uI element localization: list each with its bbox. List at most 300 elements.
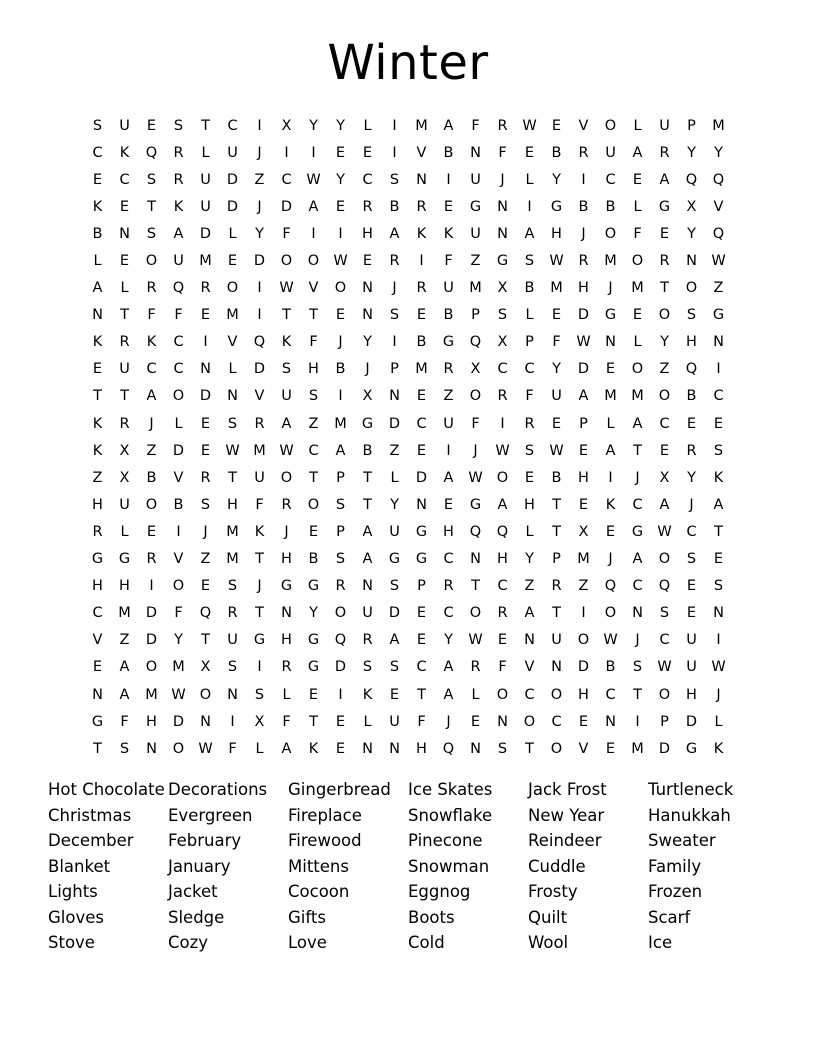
grid-letter: L bbox=[633, 334, 642, 351]
grid-letter: C bbox=[551, 713, 562, 730]
grid-letter: K bbox=[146, 334, 157, 351]
grid-letter: R bbox=[416, 280, 427, 297]
grid-row bbox=[84, 708, 732, 735]
grid-letter: Y bbox=[552, 361, 561, 378]
grid-letter: S bbox=[227, 578, 238, 595]
grid-letter: I bbox=[338, 225, 343, 242]
grid-letter: I bbox=[257, 659, 262, 676]
grid-letter: O bbox=[604, 225, 617, 242]
grid-letter: N bbox=[227, 388, 238, 405]
grid-letter: V bbox=[308, 280, 319, 297]
grid-letter: N bbox=[227, 686, 238, 703]
grid-letter: X bbox=[497, 280, 508, 297]
grid-letter: P bbox=[579, 415, 588, 432]
grid-letter: X bbox=[578, 523, 589, 540]
grid-letter: T bbox=[633, 686, 642, 703]
grid-row bbox=[84, 573, 732, 600]
grid-letter: P bbox=[417, 578, 426, 595]
grid-letter: E bbox=[362, 253, 373, 270]
grid-letter: U bbox=[443, 415, 454, 432]
grid-letter: I bbox=[527, 198, 532, 215]
grid-letter: L bbox=[120, 523, 129, 540]
grid-letter: E bbox=[92, 361, 103, 378]
grid-letter: M bbox=[469, 280, 482, 297]
grid-letter: M bbox=[199, 253, 212, 270]
grid-letter: C bbox=[524, 686, 535, 703]
word-bank-item: Eggnog bbox=[408, 882, 471, 901]
grid-letter: E bbox=[335, 198, 346, 215]
grid-letter: R bbox=[659, 144, 670, 161]
grid-letter: E bbox=[416, 605, 427, 622]
grid-letter: O bbox=[307, 253, 320, 270]
word-bank-item: Turtleneck bbox=[648, 780, 734, 799]
grid-letter: Y bbox=[525, 551, 534, 568]
word-bank-item: Snowflake bbox=[408, 805, 493, 825]
grid-letter: C bbox=[605, 686, 616, 703]
grid-letter: F bbox=[120, 713, 129, 730]
grid-letter: B bbox=[524, 280, 535, 297]
grid-letter: A bbox=[281, 740, 292, 757]
grid-letter: O bbox=[145, 659, 158, 676]
grid-letter: S bbox=[497, 307, 508, 324]
grid-letter: U bbox=[605, 144, 616, 161]
grid-letter: A bbox=[389, 225, 400, 242]
grid-letter: U bbox=[200, 198, 211, 215]
grid-letter: U bbox=[227, 632, 238, 649]
grid-letter: S bbox=[713, 442, 724, 459]
grid-letter: I bbox=[311, 144, 316, 161]
grid-letter: A bbox=[524, 605, 535, 622]
word-bank-item: New Year bbox=[528, 805, 605, 825]
grid-row bbox=[84, 410, 732, 437]
grid-letter: I bbox=[500, 415, 505, 432]
grid-letter: A bbox=[362, 551, 373, 568]
grid-letter: W bbox=[657, 659, 672, 676]
grid-letter: M bbox=[604, 388, 617, 405]
grid-letter: H bbox=[578, 686, 589, 703]
word-bank-item: Cuddle bbox=[528, 856, 586, 876]
word-bank-row bbox=[48, 879, 788, 905]
grid-letter: X bbox=[362, 388, 373, 405]
grid-letter: I bbox=[392, 334, 397, 351]
grid-letter: O bbox=[658, 307, 671, 324]
grid-letter: L bbox=[282, 686, 291, 703]
grid-letter: Q bbox=[685, 171, 698, 188]
grid-letter: O bbox=[496, 686, 509, 703]
grid-letter: B bbox=[362, 442, 373, 459]
grid-letter: A bbox=[92, 280, 103, 297]
grid-letter: E bbox=[524, 469, 535, 486]
word-bank-item: Cold bbox=[408, 933, 445, 952]
grid-letter: O bbox=[226, 280, 239, 297]
grid-letter: Z bbox=[389, 442, 400, 459]
grid-letter: T bbox=[552, 605, 561, 622]
grid-letter: T bbox=[201, 117, 210, 134]
grid-letter: J bbox=[446, 713, 451, 730]
grid-letter: T bbox=[552, 496, 561, 513]
grid-letter: Q bbox=[172, 280, 185, 297]
grid-letter: H bbox=[578, 469, 589, 486]
grid-letter: E bbox=[119, 253, 130, 270]
grid-letter: E bbox=[551, 117, 562, 134]
grid-letter: L bbox=[390, 469, 399, 486]
grid-letter: X bbox=[470, 361, 481, 378]
grid-letter: G bbox=[442, 334, 455, 351]
grid-letter: R bbox=[281, 496, 292, 513]
grid-letter: T bbox=[201, 632, 210, 649]
grid-letter: A bbox=[443, 659, 454, 676]
grid-letter: M bbox=[415, 361, 428, 378]
grid-letter: I bbox=[419, 253, 424, 270]
grid-letter: A bbox=[335, 442, 346, 459]
grid-letter: E bbox=[308, 686, 319, 703]
grid-letter: R bbox=[578, 253, 589, 270]
grid-letter: T bbox=[120, 307, 129, 324]
grid-letter: S bbox=[146, 171, 157, 188]
grid-letter: O bbox=[145, 496, 158, 513]
word-bank-item: Fireplace bbox=[288, 805, 362, 825]
grid-letter: K bbox=[713, 740, 724, 757]
grid-letter: W bbox=[279, 280, 294, 297]
grid-letter: J bbox=[257, 198, 262, 215]
grid-letter: S bbox=[389, 578, 400, 595]
grid-letter: C bbox=[119, 171, 130, 188]
grid-letter: E bbox=[578, 713, 589, 730]
grid-letter: R bbox=[362, 632, 373, 649]
grid-letter: G bbox=[496, 253, 509, 270]
grid-letter: G bbox=[307, 659, 320, 676]
grid-letter: D bbox=[199, 225, 212, 242]
grid-letter: R bbox=[173, 144, 184, 161]
grid-row bbox=[84, 546, 732, 573]
grid-letter: F bbox=[282, 713, 291, 730]
grid-letter: O bbox=[658, 551, 671, 568]
grid-letter: G bbox=[91, 551, 104, 568]
grid-letter: N bbox=[497, 713, 508, 730]
grid-letter: R bbox=[443, 361, 454, 378]
grid-letter: W bbox=[333, 253, 348, 270]
grid-letter: V bbox=[713, 198, 724, 215]
grid-letter: I bbox=[149, 578, 154, 595]
grid-letter: B bbox=[416, 334, 427, 351]
grid-letter: A bbox=[308, 198, 319, 215]
grid-letter: L bbox=[363, 713, 372, 730]
grid-row bbox=[84, 356, 732, 383]
grid-letter: M bbox=[226, 523, 239, 540]
grid-letter: D bbox=[334, 659, 347, 676]
grid-row bbox=[84, 193, 732, 220]
grid-letter: I bbox=[284, 144, 289, 161]
grid-letter: N bbox=[200, 361, 211, 378]
grid-letter: Y bbox=[336, 171, 345, 188]
grid-letter: L bbox=[228, 361, 237, 378]
grid-letter: T bbox=[309, 307, 318, 324]
grid-letter: O bbox=[604, 117, 617, 134]
grid-letter: N bbox=[551, 659, 562, 676]
grid-letter: A bbox=[173, 225, 184, 242]
grid-letter: L bbox=[228, 225, 237, 242]
grid-letter: K bbox=[254, 523, 265, 540]
grid-letter: I bbox=[176, 523, 181, 540]
grid-letter: R bbox=[416, 198, 427, 215]
grid-letter: U bbox=[686, 632, 697, 649]
grid-letter: Z bbox=[659, 361, 670, 378]
grid-letter: G bbox=[307, 578, 320, 595]
grid-letter: A bbox=[119, 686, 130, 703]
grid-letter: E bbox=[605, 740, 616, 757]
grid-letter: A bbox=[713, 496, 724, 513]
grid-letter: H bbox=[92, 578, 103, 595]
grid-letter: Z bbox=[524, 578, 535, 595]
grid-letter: R bbox=[92, 523, 103, 540]
grid-letter: L bbox=[633, 198, 642, 215]
grid-letter: N bbox=[470, 144, 481, 161]
grid-letter: M bbox=[415, 117, 428, 134]
word-bank-item: Wool bbox=[528, 933, 569, 952]
word-bank-item: Sweater bbox=[648, 831, 716, 850]
grid-letter: R bbox=[659, 253, 670, 270]
grid-letter: G bbox=[118, 551, 131, 568]
grid-letter: S bbox=[686, 307, 697, 324]
grid-letter: N bbox=[281, 605, 292, 622]
grid-letter: X bbox=[659, 469, 670, 486]
grid-letter: T bbox=[660, 280, 669, 297]
grid-letter: N bbox=[605, 334, 616, 351]
grid-letter: R bbox=[686, 442, 697, 459]
grid-letter: S bbox=[173, 117, 184, 134]
word-bank-item: Gifts bbox=[288, 907, 326, 927]
grid-letter: J bbox=[392, 280, 397, 297]
grid-letter: E bbox=[146, 523, 157, 540]
grid-letter: E bbox=[200, 415, 211, 432]
grid-letter: C bbox=[146, 361, 157, 378]
word-bank-item: Boots bbox=[408, 907, 455, 927]
grid-letter: I bbox=[392, 144, 397, 161]
grid-letter: C bbox=[173, 334, 184, 351]
grid-letter: P bbox=[687, 117, 696, 134]
grid-letter: Z bbox=[308, 415, 319, 432]
grid-letter: B bbox=[92, 225, 103, 242]
grid-letter: F bbox=[498, 144, 507, 161]
grid-row bbox=[84, 491, 732, 518]
grid-letter: Z bbox=[254, 171, 265, 188]
word-bank-row bbox=[48, 905, 788, 931]
grid-letter: K bbox=[173, 198, 184, 215]
grid-letter: N bbox=[92, 307, 103, 324]
grid-letter: A bbox=[659, 171, 670, 188]
grid-letter: I bbox=[581, 171, 586, 188]
grid-letter: E bbox=[416, 307, 427, 324]
grid-letter: U bbox=[551, 632, 562, 649]
grid-letter: T bbox=[309, 469, 318, 486]
grid-letter: J bbox=[365, 361, 370, 378]
grid-letter: D bbox=[226, 198, 239, 215]
grid-letter: F bbox=[552, 334, 561, 351]
grid-letter: A bbox=[362, 523, 373, 540]
grid-letter: W bbox=[603, 632, 618, 649]
grid-letter: R bbox=[227, 605, 238, 622]
grid-letter: H bbox=[416, 740, 427, 757]
word-bank-item: Pinecone bbox=[408, 831, 483, 850]
grid-row bbox=[84, 329, 732, 356]
grid-letter: E bbox=[92, 171, 103, 188]
grid-letter: S bbox=[200, 496, 211, 513]
grid-letter: O bbox=[658, 686, 671, 703]
grid-letter: N bbox=[362, 280, 373, 297]
grid-letter: O bbox=[172, 578, 185, 595]
grid-letter: S bbox=[308, 388, 319, 405]
grid-letter: Z bbox=[470, 253, 481, 270]
grid-letter: Z bbox=[119, 632, 130, 649]
grid-letter: C bbox=[92, 605, 103, 622]
grid-letter: D bbox=[577, 659, 590, 676]
grid-letter: N bbox=[713, 334, 724, 351]
grid-letter: Z bbox=[92, 469, 103, 486]
grid-letter: K bbox=[281, 334, 292, 351]
grid-letter: F bbox=[282, 225, 291, 242]
grid-letter: A bbox=[119, 659, 130, 676]
grid-letter: I bbox=[392, 117, 397, 134]
grid-row bbox=[84, 139, 732, 166]
grid-letter: K bbox=[605, 496, 616, 513]
grid-letter: S bbox=[524, 253, 535, 270]
grid-row bbox=[84, 437, 732, 464]
grid-letter: N bbox=[713, 605, 724, 622]
grid-letter: H bbox=[362, 225, 373, 242]
grid-letter: T bbox=[282, 307, 291, 324]
grid-letter: I bbox=[257, 117, 262, 134]
grid-letter: R bbox=[497, 117, 508, 134]
grid-letter: A bbox=[524, 225, 535, 242]
grid-letter: X bbox=[200, 659, 211, 676]
grid-letter: W bbox=[657, 523, 672, 540]
grid-letter: F bbox=[174, 307, 183, 324]
grid-letter: M bbox=[604, 253, 617, 270]
grid-letter: W bbox=[522, 117, 537, 134]
grid-letter: E bbox=[551, 415, 562, 432]
grid-letter: X bbox=[119, 469, 130, 486]
grid-letter: U bbox=[389, 523, 400, 540]
grid-letter: R bbox=[335, 578, 346, 595]
grid-letter: J bbox=[581, 225, 586, 242]
grid-letter: G bbox=[280, 578, 293, 595]
grid-letter: F bbox=[255, 496, 264, 513]
grid-letter: E bbox=[659, 442, 670, 459]
word-bank bbox=[48, 777, 788, 956]
grid-letter: C bbox=[524, 361, 535, 378]
grid-letter: C bbox=[659, 632, 670, 649]
grid-letter: C bbox=[659, 415, 670, 432]
grid-letter: A bbox=[281, 415, 292, 432]
grid-row bbox=[84, 302, 732, 329]
grid-letter: F bbox=[525, 388, 534, 405]
grid-letter: S bbox=[92, 117, 103, 134]
grid-letter: E bbox=[335, 144, 346, 161]
grid-letter: N bbox=[497, 225, 508, 242]
grid-letter: D bbox=[253, 253, 266, 270]
grid-letter: X bbox=[497, 334, 508, 351]
grid-letter: O bbox=[334, 605, 347, 622]
grid-letter: V bbox=[173, 469, 184, 486]
grid-letter: W bbox=[576, 334, 591, 351]
grid-letter: W bbox=[495, 442, 510, 459]
grid-letter: C bbox=[605, 171, 616, 188]
grid-letter: K bbox=[92, 334, 103, 351]
grid-letter: D bbox=[199, 388, 212, 405]
word-bank-item: Reindeer bbox=[528, 831, 602, 850]
grid-letter: S bbox=[335, 496, 346, 513]
grid-letter: L bbox=[93, 253, 102, 270]
grid-letter: E bbox=[713, 415, 724, 432]
word-bank-item: Stove bbox=[48, 933, 95, 952]
grid-letter: P bbox=[660, 713, 669, 730]
grid-letter: T bbox=[363, 469, 372, 486]
grid-letter: V bbox=[173, 551, 184, 568]
word-bank-item: Cocoon bbox=[288, 882, 350, 901]
grid-row bbox=[84, 600, 732, 627]
grid-letter: G bbox=[712, 307, 725, 324]
grid-letter: O bbox=[280, 253, 293, 270]
grid-letter: P bbox=[471, 307, 480, 324]
grid-letter: F bbox=[498, 659, 507, 676]
grid-letter: Y bbox=[687, 469, 696, 486]
grid-letter: B bbox=[173, 496, 184, 513]
grid-letter: S bbox=[524, 442, 535, 459]
grid-letter: R bbox=[173, 171, 184, 188]
word-bank-item: Hot Chocolate bbox=[48, 780, 165, 799]
grid-letter: E bbox=[659, 225, 670, 242]
grid-letter: C bbox=[632, 496, 643, 513]
grid-letter: U bbox=[443, 280, 454, 297]
grid-letter: T bbox=[93, 388, 102, 405]
grid-letter: L bbox=[633, 117, 642, 134]
grid-letter: R bbox=[281, 659, 292, 676]
word-bank-item: Mittens bbox=[288, 856, 349, 876]
grid-letter: E bbox=[389, 686, 400, 703]
grid-letter: T bbox=[147, 198, 156, 215]
grid-letter: M bbox=[712, 117, 725, 134]
grid-letter: D bbox=[172, 442, 185, 459]
grid-letter: E bbox=[416, 442, 427, 459]
grid-row bbox=[84, 247, 732, 274]
word-bank-item: February bbox=[168, 831, 242, 850]
grid-letter: N bbox=[92, 686, 103, 703]
word-bank-item: Gloves bbox=[48, 907, 104, 927]
grid-letter: R bbox=[389, 253, 400, 270]
grid-letter: O bbox=[631, 361, 644, 378]
grid-row bbox=[84, 166, 732, 193]
grid-letter: S bbox=[389, 307, 400, 324]
grid-row bbox=[84, 275, 732, 302]
grid-letter: I bbox=[446, 442, 451, 459]
grid-letter: E bbox=[416, 632, 427, 649]
grid-letter: B bbox=[335, 361, 346, 378]
grid-letter: E bbox=[686, 578, 697, 595]
grid-letter: L bbox=[606, 415, 615, 432]
grid-letter: U bbox=[119, 361, 130, 378]
grid-letter: J bbox=[608, 280, 613, 297]
grid-letter: T bbox=[309, 713, 318, 730]
grid-letter: B bbox=[146, 469, 157, 486]
grid-letter: Q bbox=[253, 334, 266, 351]
grid-letter: W bbox=[711, 659, 726, 676]
grid-letter: E bbox=[524, 144, 535, 161]
grid-letter: E bbox=[200, 442, 211, 459]
grid-letter: B bbox=[686, 388, 697, 405]
grid-letter: S bbox=[497, 740, 508, 757]
grid-letter: W bbox=[171, 686, 186, 703]
grid-letter: P bbox=[552, 551, 561, 568]
